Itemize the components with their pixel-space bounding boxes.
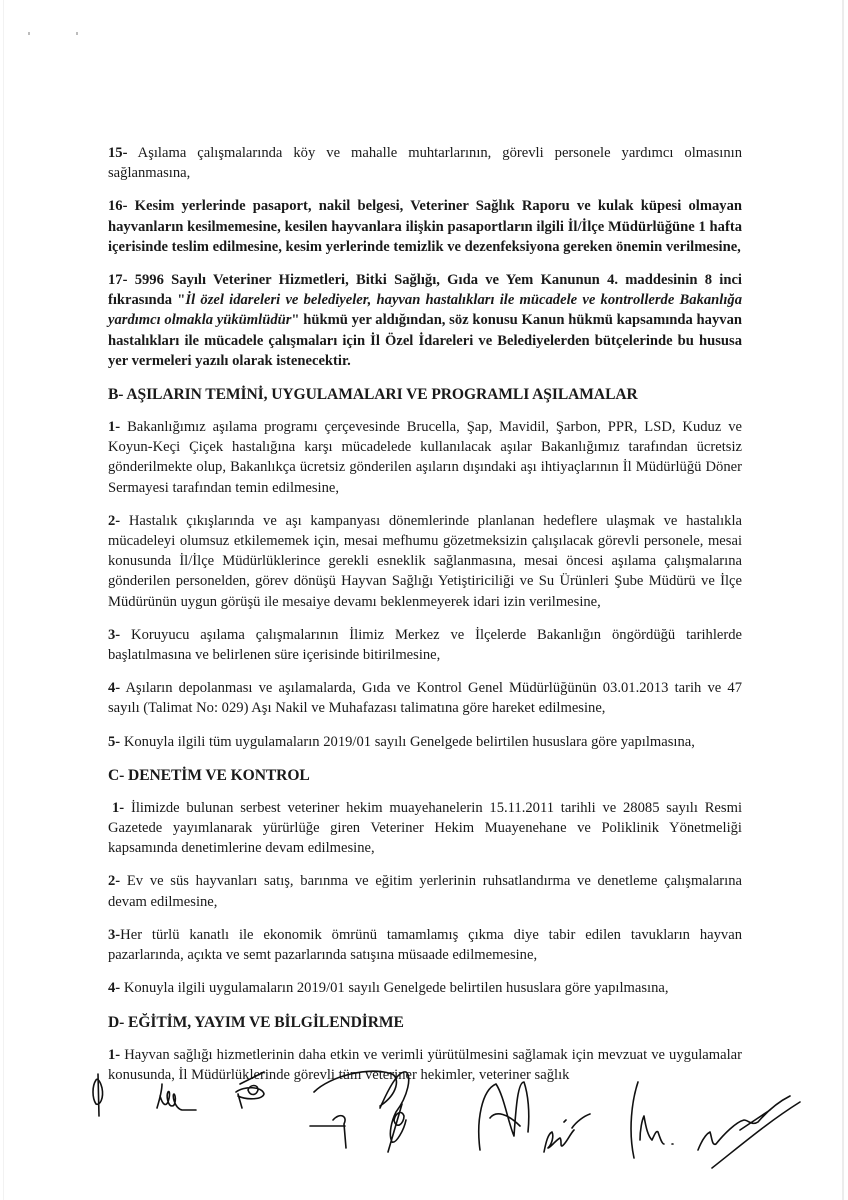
document-body	[108, 143, 742, 1098]
scan-speck	[28, 32, 30, 35]
section-b-item	[108, 678, 742, 718]
item-16	[108, 196, 742, 257]
signature-row	[0, 1060, 848, 1200]
section-b-item	[108, 732, 742, 752]
item-number: 4-	[108, 680, 121, 697]
item-text-part2: " hükmü yer aldığından, söz konusu Kanun hükmü kapsamında hayvan hastalıkları ile mücadele çalışmaları için İl Özel İdareleri ve Belediyelerden bütçelerinde bu hususa yer vermeleri yazılı olarak istenecektir.	[108, 312, 742, 369]
section-b-item	[108, 511, 742, 612]
item-text: Konuyla ilgili tüm uygulamaların 2019/01 sayılı Genelgede belirtilen hususlara göre yapılmasına,	[120, 733, 695, 750]
item-text: Hastalık çıkışlarında ve aşı kampanyası dönemlerinde planlanan hedeflere ulaşmak ve hastalıkla mücadeleyi olumsuz etkilememek için, mesai mefhumu gözetmeksizin çalışılacak görevli personele, mesai konusunda İl/İlçe Müdürlüklerince gerekli esneklik sağlanmasına, mesai öncesi aşılama çalışmalarına gönderilen personelden, görev dönüşü Hayvan Sağlığı Yetiştiriciliği ve Su Ürünleri Şube Müdürü ve İlçe Müdürünün uygun görüşü ile mesaiye devamı beklenmeyerek idari izin verilmesine,	[108, 512, 742, 610]
signature-5	[380, 1072, 409, 1152]
signature-4	[310, 1071, 396, 1148]
item-text: Bakanlığımız aşılama programı çerçevesinde Brucella, Şap, Mavidil, Şarbon, PPR, LSD, Kuduz ve Koyun-Keçi Çiçek hastalığına karşı mücadelede kullanılacak aşılar Bakanlığımız tarafından ücretsiz gönderilmekte olup, Bakanlıkça ücretsiz gönderilen aşıların dışındaki aşı ihtiyaçlarının İl Müdürlüğü Döner Sermayesi tarafından temin edilmesine,	[108, 419, 742, 496]
item-number: 1-	[108, 1046, 121, 1063]
section-b-item	[108, 417, 742, 498]
item-number: 15-	[108, 145, 128, 161]
signature-8	[631, 1082, 673, 1158]
scan-edge-left	[3, 0, 4, 1200]
item-17	[108, 270, 742, 371]
item-number: 3-	[108, 926, 121, 943]
section-c-item	[108, 798, 742, 859]
item-text: 16- Kesim yerlerinde pasaport, nakil belgesi, Veteriner Sağlık Raporu ve kulak küpesi olmayan hayvanların kesilmemesine, kesilen hayvanlara ilişkin pasaportların ilgili İl/İlçe Müdürlüğüne 1 hafta içerisinde teslim edilmesine, kesim yerlerinde temizlik ve dezenfeksiyona gereken önemin verilmesine,	[108, 198, 742, 255]
item-15	[108, 143, 742, 183]
item-text: Aşıların depolanması ve aşılamalarda, Gıda ve Kontrol Genel Müdürlüğünün 03.01.2013 tarih ve 47 sayılı (Talimat No: 029) Aşı Nakil ve Muhafazası talimatına göre hareket edilmesine,	[108, 680, 742, 717]
section-c-heading: C- DENETİM VE KONTROL	[108, 766, 310, 784]
scan-edge-right	[842, 0, 844, 1200]
scan-speck	[76, 32, 78, 35]
item-text: Her türlü kanatlı ile ekonomik ömrünü tamamlamış çıkma diye tabir edilen tavukların hayvan pazarlarında, açıkta ve semt pazarlarında satışına müsaade edilmemesine,	[108, 926, 742, 964]
item-text-part1: 17- 5996 Sayılı Veteriner Hizmetleri, Bitki Sağlığı, Gıda ve Yem Kanunun 4. maddesinin 8 inci fıkrasında "	[108, 272, 742, 309]
item-number: 3-	[108, 626, 121, 643]
item-text: Hayvan sağlığı hizmetlerinin daha etkin ve verimli yürütülmesini sağlamak için mevzuat ve uygulamalar konusunda, İl Müdürlüklerinde görevli tüm veteriner hekimler, veteriner sağlık	[108, 1046, 742, 1083]
item-number: 5-	[108, 733, 121, 750]
section-c-item	[108, 925, 742, 965]
signature-1	[93, 1074, 103, 1116]
item-text: Ev ve süs hayvanları satış, barınma ve eğitim yerlerinin ruhsatlandırma ve denetleme çalışmalarına devam edilmesine,	[108, 873, 742, 910]
signature-6	[479, 1082, 529, 1150]
section-d-heading: D- EĞİTİM, YAYIM VE BİLGİLENDİRME	[108, 1013, 404, 1031]
section-c-item	[108, 978, 742, 998]
item-number: 2-	[108, 873, 121, 890]
item-quote: İl özel idareleri ve belediyeler, hayvan hastalıkları ile mücadele ve kontrollerde Bakanlığa yardımcı olmakla yükümlüdür	[108, 292, 742, 329]
signature-9	[698, 1096, 800, 1168]
item-number: 2-	[108, 512, 121, 529]
item-text: Aşılama çalışmalarında köy ve mahalle muhtarlarının, görevli personele yardımcı olmasının sağlanmasına,	[108, 145, 742, 182]
item-number: 4-	[108, 980, 121, 997]
signature-7	[544, 1114, 590, 1152]
section-c-item	[108, 871, 742, 911]
item-text: Konuyla ilgili uygulamaların 2019/01 sayılı Genelgede belirtilen hususlara göre yapılmasına,	[120, 980, 669, 997]
item-number: 1-	[112, 799, 125, 816]
signature-3	[236, 1072, 264, 1108]
item-text: Koruyucu aşılama çalışmalarının İlimiz Merkez ve İlçelerde Bakanlığın öngördüğü tarihlerde başlatılmasına ve belirlenen süre içerisinde bitirilmesine,	[108, 626, 742, 664]
item-number: 1-	[108, 419, 121, 436]
section-b-heading: B- AŞILARIN TEMİNİ, UYGULAMALARI VE PROGRAMLI AŞILAMALAR	[108, 386, 638, 404]
item-text: İlimizde bulunan serbest veteriner hekim muayehanelerin 15.11.2011 tarihli ve 28085 sayılı Resmi Gazetede yayımlanarak yürürlüğe giren Veteriner Hekim Muayenehane ve Poliklinik Yönetmeliği kapsamında denetimlerine devam edilmesine,	[108, 799, 742, 857]
section-b-item	[108, 625, 742, 665]
signature-2	[157, 1084, 196, 1110]
